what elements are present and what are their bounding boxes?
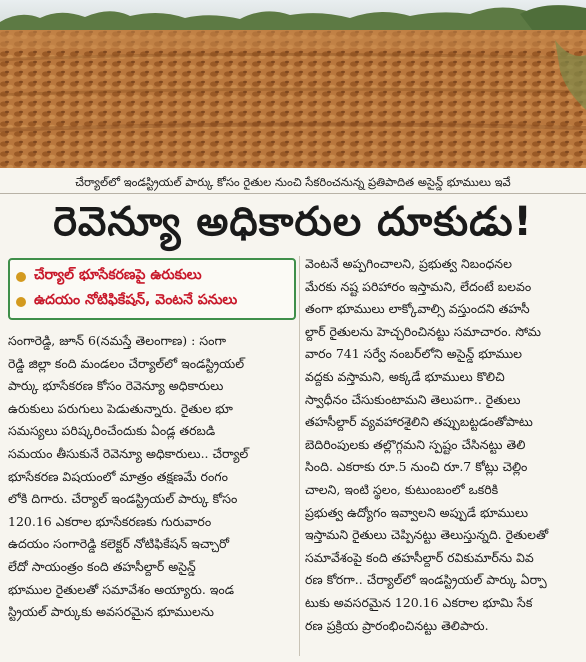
photo-caption: చేర్యాల్‌లో ఇండస్ట్రియల్ పార్కు కోసం రైతుల నుంచి సేకరించనున్న ప్రతిపాదిత అసైన్డ్ భూములు ఇవే <box>0 171 586 194</box>
bullet-dot-icon <box>16 297 26 307</box>
text-line: ప్రభుత్వ ఉద్యోగం ఇవ్వాలని అప్పుడే భూములు <box>305 504 529 520</box>
text-line: భూసేకరణ విషయంలో మాత్రం తక్షణమే రంగం <box>8 468 228 484</box>
bullet-dot-icon <box>16 272 26 282</box>
field-photo-image <box>0 0 586 168</box>
headline: రెవెన్యూ అధికారుల దూకుడు! <box>53 199 533 245</box>
text-line: మేరకు నష్ట పరిహారం ఇస్తామని, లేదంటే బలవం <box>305 278 532 294</box>
text-line: టుకు అవసరమైన 120.16 ఎకరాల భూమి సేక <box>305 594 533 610</box>
text-line: వారం 741 సర్వే నంబర్‌లోని అసైన్డ్ భూముల <box>305 346 523 362</box>
field-photo <box>0 0 586 168</box>
text-line: లేదో సాయంత్రం కంది తహసీల్దార్ అసైన్డ్ <box>8 558 196 574</box>
left-body-text <box>8 330 296 624</box>
text-line: భూముల రైతులతో సమావేశం అయ్యారు. ఇండ <box>8 581 235 597</box>
text-line: లోకి దిగారు. చేర్యాల్ ఇండస్ట్రియల్ పార్కు కోసం <box>8 491 238 507</box>
text-line: తంగా భూములు లాక్కోవాల్సి వస్తుందని తహసీ <box>305 301 530 317</box>
text-line: సమావేశంపై కంది తహసీల్దార్ రవికుమార్‌ను వివ <box>305 549 534 565</box>
text-line: రణ కోరగా.. చేర్యాల్‌లో ఇండస్ట్రియల్ పార్కు ఏర్పా <box>305 572 547 588</box>
text-line: ఉదయం సంగారెడ్డి కలెక్టర్ నోటిఫికేషన్ ఇచ్చారో <box>8 536 230 552</box>
text-line: ఇస్తామని రైతులు చెప్పినట్టు తెలుస్తున్నది. రైతులతో <box>305 527 549 543</box>
text-line: సింది. ఎకరాకు రూ.5 నుంచి రూ.7 కోట్లు చెల్లిం <box>305 459 528 475</box>
text-line: ల్దార్ రైతులను హెచ్చరించినట్టు సమాచారం. సోమ <box>305 323 541 339</box>
text-line: ఉరుకులు పరుగులు పెడుతున్నారు. రైతుల భూ <box>8 400 233 416</box>
text-line: స్వాధీనం చేసుకుంటామని తెలుపగా.. రైతులు <box>305 391 521 407</box>
column-divider <box>299 256 300 656</box>
highlight-item <box>16 264 288 289</box>
left-column <box>8 258 296 624</box>
highlights-box <box>8 258 296 320</box>
highlight-text: చేర్యాల్ భూసేకరణపై ఉరుకులు <box>34 267 202 283</box>
text-line: సంగారెడ్డి, జూన్ 6(నమస్తే తెలంగాణ) : సంగా <box>8 333 226 348</box>
text-line: వద్దకు వస్తామని, అక్కడే భూములు కొలిచి <box>305 368 505 384</box>
text-line: రెడ్డి జిల్లా కంది మండలం చేర్యాల్‌లో ఇండస్ట్రియల్ <box>8 355 245 371</box>
right-body-text <box>305 253 580 637</box>
highlight-text: ఉదయం నోటిఫికేషన్, వెంటనే పనులు <box>34 292 238 308</box>
highlight-item <box>16 289 288 314</box>
text-line: సమయం తీసుకునే రెవెన్యూ అధికారులు.. చేర్యాల్ <box>8 445 249 461</box>
text-line: బెదిరింపులకు తల్లొగ్గమని స్పష్టం చేసినట్టు తెలి <box>305 436 526 452</box>
text-line: 120.16 ఎకరాల భూసేకరణకు గురువారం <box>8 513 212 529</box>
text-line: తహసీల్దార్ వ్యవహారశైలిని తప్పుబట్టడంతోపాటు <box>305 414 533 430</box>
text-line: చాలని, ఇంటి స్థలం, కుటుంబంలో ఒకరికి <box>305 481 499 497</box>
text-line: పార్కు భూసేకరణ కోసం రెవెన్యూ అధికారులు <box>8 378 224 394</box>
text-line: స్ట్రియల్ పార్కుకు అవసరమైన భూములను <box>8 604 214 620</box>
right-column <box>305 253 580 637</box>
text-line: వెంటనే అప్పగించాలని, ప్రభుత్వ నిబంధనల <box>305 256 512 271</box>
text-line: సమస్యలు పరిష్కరించేందుకు ఏండ్ల తరబడి <box>8 423 216 439</box>
text-line: రణ ప్రక్రియ ప్రారంభించినట్టు తెలిపారు. <box>305 617 489 633</box>
